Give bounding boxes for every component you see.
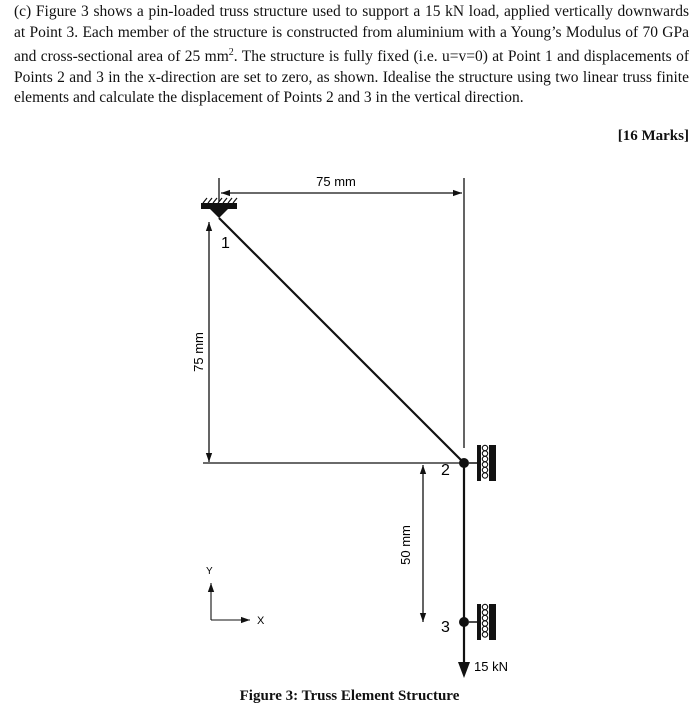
roller-support-node-3 — [469, 604, 496, 640]
marks-label: [16 Marks] — [617, 128, 689, 144]
dim-vertical-lower-label: 50 mm — [398, 525, 413, 565]
dim-vertical-upper-label: 75 mm — [191, 332, 206, 372]
load-label: 15 kN — [474, 659, 508, 674]
node-3-label: 3 — [441, 619, 450, 636]
node-2 — [459, 458, 469, 468]
question-text-part1: (c) Figure 3 shows a pin-loaded truss structure used to support a 15 kN load, applied vertically downwards at Point 3. Each member of the structure is constructed from aluminium with a Young’s Modulus of 70 GPa and cross-sectional area of 25 mm — [14, 3, 689, 66]
load-arrow-head — [458, 662, 470, 678]
node-1-label: 1 — [221, 235, 230, 252]
fixed-support-pin — [210, 209, 228, 218]
axis-x-label: X — [257, 615, 265, 627]
node-2-label: 2 — [441, 462, 450, 479]
node-3 — [459, 617, 469, 627]
superscript-2: 2 — [228, 47, 234, 58]
axis-y-label: Y — [206, 566, 213, 577]
truss-element-1-2 — [219, 218, 464, 463]
roller-support-node-2 — [469, 445, 496, 481]
question-text-part2: . The structure is fully fixed (i.e. u=v=0) at Point 1 and displacements of Points 2 and 3 in the x-direction are set to zero, as shown. Idealise the structure using two linear truss finite elements and calculate the displacement of Points 2 and 3 in the vertical direction. — [14, 48, 689, 107]
figure-caption: Figure 3: Truss Element Structure — [239, 688, 460, 704]
dim-horizontal-label: 75 mm — [316, 174, 356, 189]
